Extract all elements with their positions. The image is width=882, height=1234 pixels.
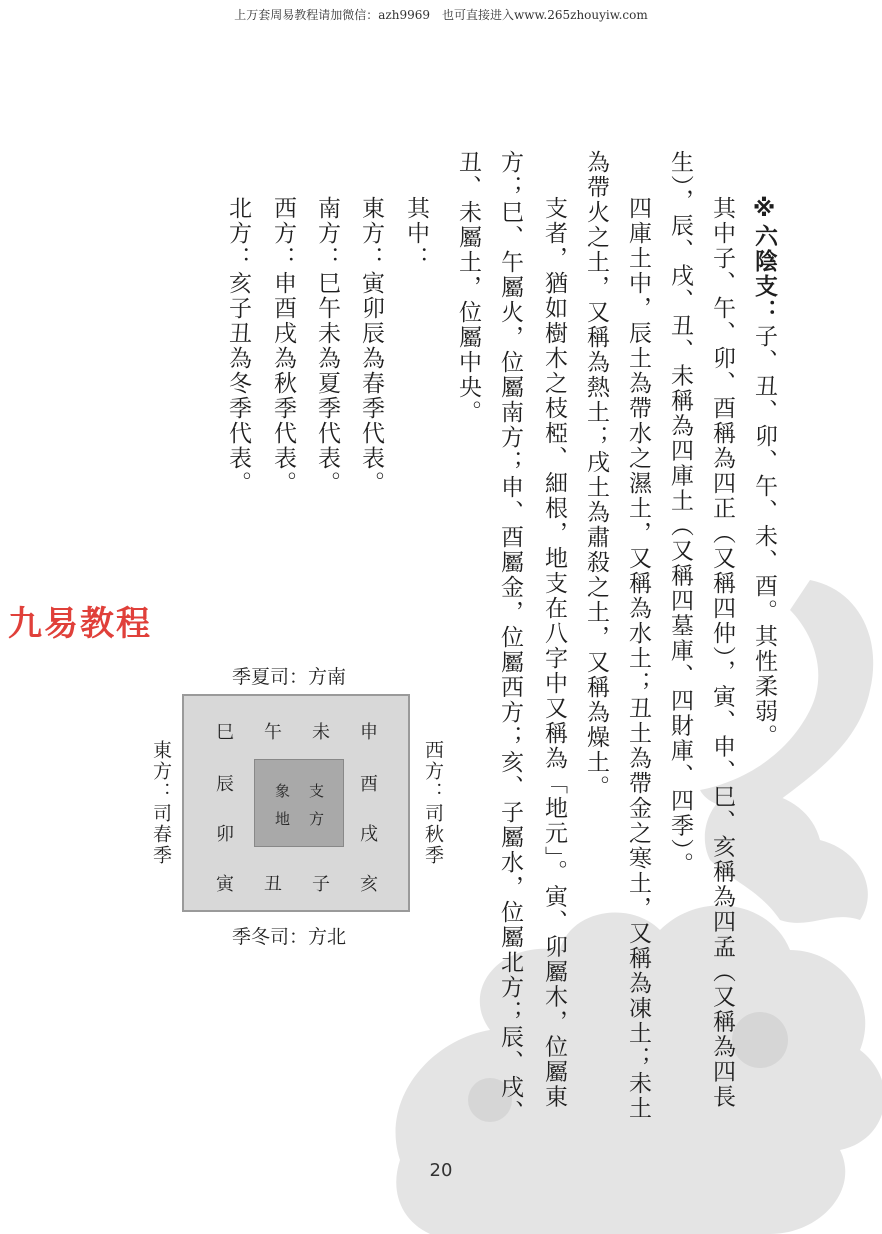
branch-cell: 午 <box>264 722 282 743</box>
center-char: 象 <box>275 782 291 800</box>
center-char: 支 <box>309 782 325 800</box>
branch-cell: 丑 <box>264 874 282 895</box>
diagram-left-label: 東方：司春季 <box>150 740 172 866</box>
section-title: ※六陰支： <box>751 196 777 324</box>
text-column-4: 四庫土中，辰土為帶水之濕土，又稱為水土；丑土為帶金之寒土，又稱為凍土；未土 <box>625 196 651 1121</box>
text-column-6: 支者，猶如樹木之枝椏、細根，地支在八字中又稱為「地元」。寅、卯屬木，位屬東 <box>541 196 567 1110</box>
text-column-11: 南方：巳午未為夏季代表。 <box>314 196 340 496</box>
branch-cell: 未 <box>312 722 330 743</box>
text-column-2: 其中子、午、卯、酉稱為四正（又稱四仲），寅、申、巳、亥稱為四孟（又稱為四長 <box>709 196 735 1110</box>
text-column-10: 東方：寅卯辰為春季代表。 <box>358 196 384 496</box>
branch-cell: 戌 <box>360 824 378 845</box>
text-column-7: 方；巳、午屬火，位屬南方；申、酉屬金，位屬西方；亥、子屬水，位屬北方；辰、戌、 <box>497 150 523 1125</box>
earthly-branch-diagram <box>182 694 410 912</box>
watermark-logo: 九易教程 <box>8 604 152 644</box>
diagram-bottom-label: 季冬司：方北 <box>232 926 347 948</box>
center-char: 方 <box>309 810 325 828</box>
branch-cell: 辰 <box>216 774 234 795</box>
branch-cell: 巳 <box>216 722 234 743</box>
text-column-3: 生），辰、戌、丑、未稱為四庫土（又稱四墓庫、四財庫、四季）。 <box>667 150 693 877</box>
branch-cell: 酉 <box>360 774 378 795</box>
center-char: 地 <box>275 810 291 828</box>
page-header-ad: 上万套周易教程请加微信：azh9969 也可直接进入www.265zhouyiw.com <box>234 8 648 22</box>
diagram-top-label: 季夏司：方南 <box>232 666 347 688</box>
text-column-13: 北方：亥子丑為冬季代表。 <box>225 196 251 496</box>
text-column-9: 其中： <box>403 196 429 271</box>
section-title-rest: 子、丑、卯、午、未、酉。其性柔弱。 <box>751 324 777 749</box>
text-column-8: 丑、未屬土，位屬中央。 <box>455 150 481 425</box>
diagram-right-label: 西方：司秋季 <box>422 740 444 866</box>
branch-cell: 亥 <box>360 874 378 895</box>
text-column-1 <box>748 196 780 749</box>
branch-cell: 寅 <box>216 874 234 895</box>
page-number: 20 <box>429 1160 453 1181</box>
text-column-12: 西方：申酉戌為秋季代表。 <box>270 196 296 496</box>
branch-cell: 卯 <box>216 824 234 845</box>
text-column-5: 為帶火之土，又稱為熱土；戌土為肅殺之土，又稱為燥土。 <box>583 150 609 800</box>
diagram-center-square <box>254 759 344 847</box>
branch-cell: 子 <box>312 874 330 895</box>
branch-cell: 申 <box>360 722 378 743</box>
